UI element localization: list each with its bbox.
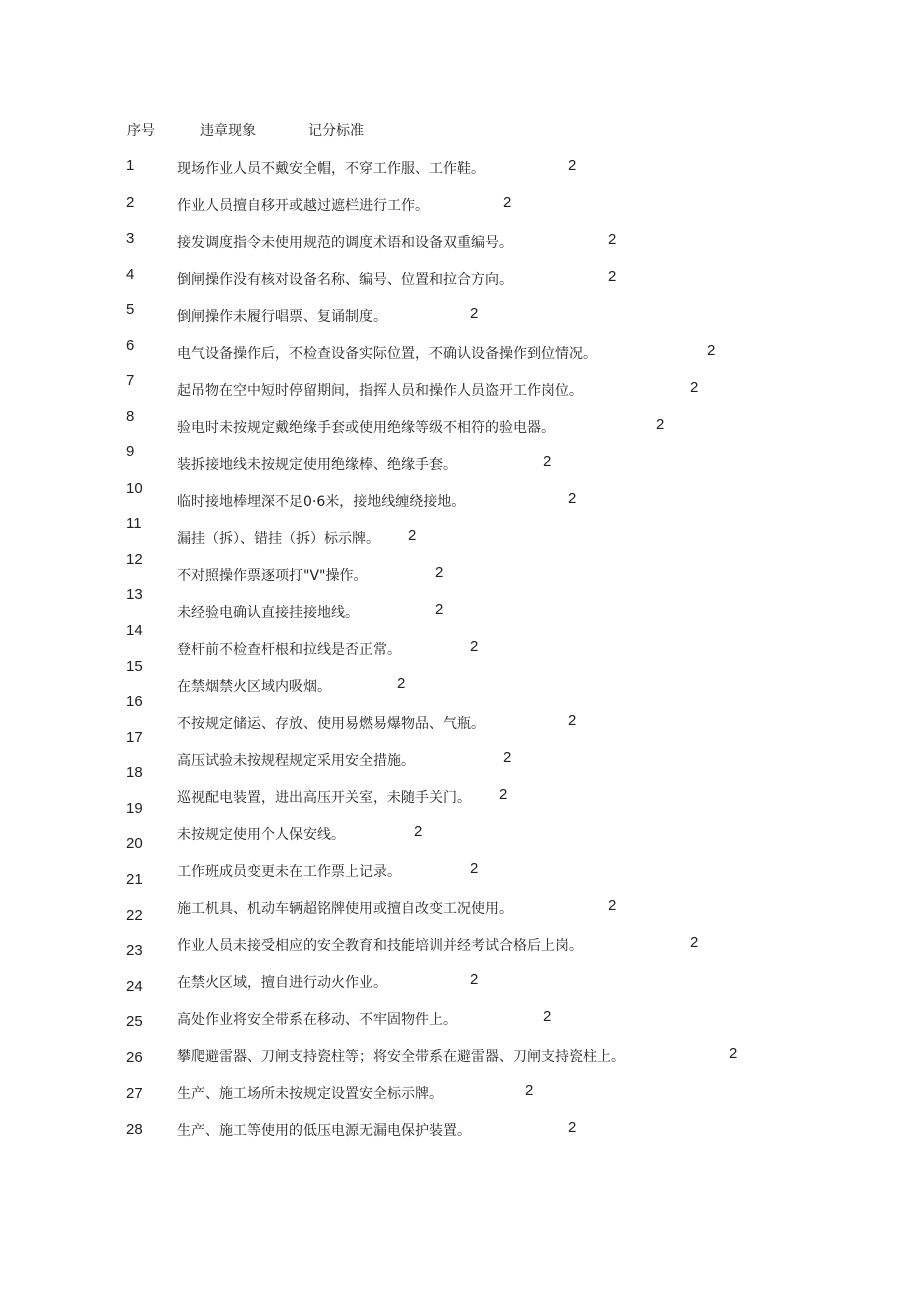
violation-text: 临时接地棒埋深不足0·6米，接地线缠绕接地。 — [177, 494, 466, 510]
violation-text: 漏挂（拆）、错挂（拆）标示牌。 — [177, 531, 380, 547]
violation-text: 在禁烟禁火区域内吸烟。 — [177, 679, 331, 695]
score-value: 2 — [568, 490, 577, 507]
violation-text: 作业人员擅自移开或越过遮栏进行工作。 — [177, 198, 429, 214]
score-value: 2 — [568, 157, 577, 174]
score-value: 2 — [568, 712, 577, 729]
row-number: 5 — [126, 301, 135, 318]
score-value: 2 — [503, 749, 512, 766]
row-number: 9 — [126, 443, 135, 460]
score-value: 2 — [608, 897, 617, 914]
row-number: 23 — [126, 942, 143, 959]
row-number: 10 — [126, 480, 143, 497]
score-value: 2 — [408, 527, 417, 544]
violation-text: 装拆接地线未按规定使用绝缘棒、绝缘手套。 — [177, 457, 457, 473]
row-number: 24 — [126, 978, 143, 995]
score-value: 2 — [397, 675, 406, 692]
violation-text: 现场作业人员不戴安全帽，不穿工作服、工作鞋。 — [177, 161, 485, 177]
row-number: 16 — [126, 693, 143, 710]
violation-text: 攀爬避雷器、刀闸支持瓷柱等；将安全带系在避雷器、刀闸支持瓷柱上。 — [177, 1049, 625, 1065]
violation-text: 施工机具、机动车辆超铭牌使用或擅自改变工况使用。 — [177, 901, 513, 917]
row-number: 6 — [126, 337, 135, 354]
score-value: 2 — [690, 934, 699, 951]
row-number: 2 — [126, 194, 135, 211]
row-number: 12 — [126, 551, 143, 568]
score-value: 2 — [470, 971, 479, 988]
score-value: 2 — [470, 638, 479, 655]
violation-text: 工作班成员变更未在工作票上记录。 — [177, 864, 401, 880]
row-number: 27 — [126, 1085, 143, 1102]
row-number: 21 — [126, 871, 143, 888]
violation-text: 未按规定使用个人保安线。 — [177, 827, 345, 843]
violation-text: 电气设备操作后，不检查设备实际位置，不确认设备操作到位情况。 — [177, 346, 597, 362]
violation-text: 高处作业将安全带系在移动、不牢固物件上。 — [177, 1012, 457, 1028]
violation-text: 登杆前不检查杆根和拉线是否正常。 — [177, 642, 401, 658]
violation-text: 在禁火区域，擅自进行动火作业。 — [177, 975, 387, 991]
score-value: 2 — [435, 564, 444, 581]
violation-text: 生产、施工等使用的低压电源无漏电保护装置。 — [177, 1123, 471, 1139]
violation-text: 验电时未按规定戴绝缘手套或使用绝缘等级不相符的验电器。 — [177, 420, 555, 436]
row-number: 1 — [126, 157, 135, 174]
row-number: 25 — [126, 1013, 143, 1030]
violation-text: 未经验电确认直接挂接地线。 — [177, 605, 359, 621]
row-number: 8 — [126, 408, 135, 425]
score-value: 2 — [729, 1045, 738, 1062]
row-number: 22 — [126, 907, 143, 924]
score-value: 2 — [568, 1119, 577, 1136]
violation-text: 不按规定储运、存放、使用易燃易爆物品、气瓶。 — [177, 716, 485, 732]
score-value: 2 — [543, 453, 552, 470]
header-violation: 违章现象 — [200, 123, 256, 139]
header-serial-number: 序号 — [127, 123, 155, 139]
row-number: 28 — [126, 1121, 143, 1138]
row-number: 11 — [126, 515, 142, 532]
score-value: 2 — [435, 601, 444, 618]
violation-text: 不对照操作票逐项打"V"操作。 — [177, 568, 368, 584]
score-value: 2 — [470, 305, 479, 322]
score-value: 2 — [707, 342, 716, 359]
score-value: 2 — [414, 823, 423, 840]
violation-text: 接发调度指令未使用规范的调度术语和设备双重编号。 — [177, 235, 513, 251]
row-number: 26 — [126, 1049, 143, 1066]
violation-text: 起吊物在空中短时停留期间，指挥人员和操作人员盗开工作岗位。 — [177, 383, 583, 399]
score-value: 2 — [656, 416, 665, 433]
violation-text: 高压试验未按规程规定采用安全措施。 — [177, 753, 415, 769]
row-number: 19 — [126, 800, 143, 817]
row-number: 4 — [126, 266, 135, 283]
score-value: 2 — [690, 379, 699, 396]
violation-text: 作业人员未接受相应的安全教育和技能培训并经考试合格后上岗。 — [177, 938, 583, 954]
header-score-standard: 记分标准 — [308, 123, 364, 139]
row-number: 20 — [126, 835, 143, 852]
row-number: 15 — [126, 658, 143, 675]
score-value: 2 — [608, 231, 617, 248]
score-value: 2 — [608, 268, 617, 285]
score-value: 2 — [503, 194, 512, 211]
row-number: 14 — [126, 622, 143, 639]
violation-text: 生产、施工场所未按规定设置安全标示牌。 — [177, 1086, 443, 1102]
row-number: 18 — [126, 764, 143, 781]
score-value: 2 — [470, 860, 479, 877]
row-number: 7 — [126, 372, 135, 389]
score-value: 2 — [525, 1082, 534, 1099]
row-number: 17 — [126, 729, 143, 746]
score-value: 2 — [499, 786, 508, 803]
row-number: 13 — [126, 586, 143, 603]
violation-text: 倒闸操作未履行唱票、复诵制度。 — [177, 309, 387, 325]
violation-text: 倒闸操作没有核对设备名称、编号、位置和拉合方向。 — [177, 272, 513, 288]
score-value: 2 — [543, 1008, 552, 1025]
row-number: 3 — [126, 230, 135, 247]
violation-text: 巡视配电装置，进出高压开关室，未随手关门。 — [177, 790, 471, 806]
